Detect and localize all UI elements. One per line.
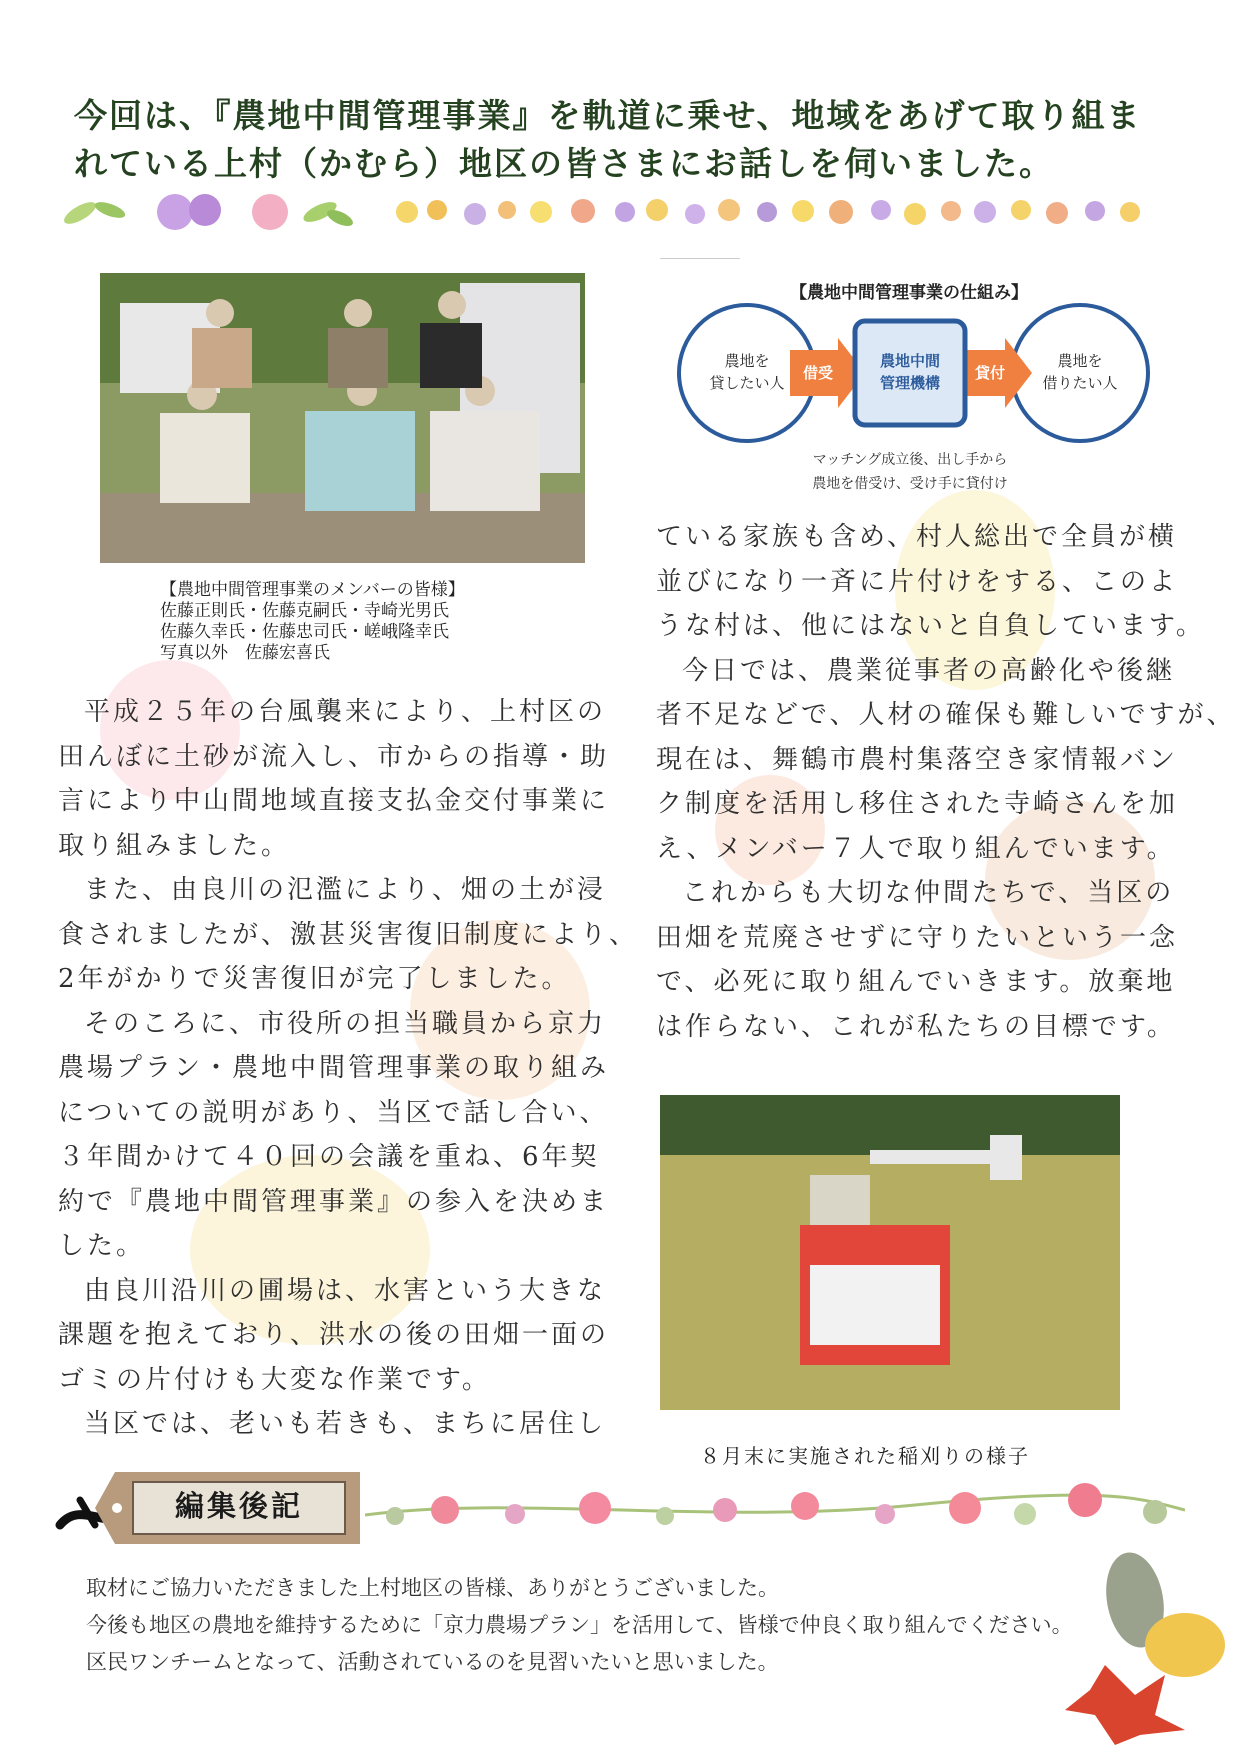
body-left-line: ゴミの片付けも大変な作業です。 [58, 1364, 491, 1395]
body-left-column [58, 690, 639, 1447]
lender-label-line-1: 農地を [724, 352, 770, 370]
afterword-line-3: 区民ワンチームとなって、活動されているのを見習いたいと思いました。 [86, 1650, 779, 1674]
body-left-line: 農場プラン・農地中間管理事業の取り組み [58, 1053, 610, 1083]
body-left-line: した。 [58, 1231, 146, 1261]
body-right-line: これからも大切な仲間たちで、当区の [682, 878, 1175, 908]
body-left-line: 田んぼに土砂が流入し、市からの指導・助 [58, 741, 610, 772]
center-box-line-1: 農地中間 [879, 352, 940, 370]
body-right-line: ている家族も含め、村人総出で全員が横 [656, 522, 1177, 552]
right-arrow-label: 貸付 [974, 364, 1005, 382]
leaf-cluster-icon [1045, 1545, 1235, 1745]
body-right-line: 今日では、農業従事者の高齢化や後継 [682, 655, 1176, 686]
diagram-title: 【農地中間管理事業の仕組み】 [790, 283, 1028, 303]
afterword-line-1: 取材にご協力いただきました上村地区の皆様、ありがとうございました。 [86, 1576, 779, 1600]
editor-tag-label: 編集後記 [174, 1489, 303, 1523]
body-right-line: は作らない、これが私たちの目標です。 [656, 1011, 1176, 1042]
headline-line-1: 今回は、『農地中間管理事業』を軌道に乗せ、地域をあげて取り組ま [74, 96, 1142, 135]
body-left-line: 平成２５年の台風襲来により、上村区の [84, 697, 607, 727]
body-left-line: そのころに、市役所の担当職員から京力 [84, 1008, 607, 1039]
caption-line-1: 佐藤正則氏・佐藤克嗣氏・寺崎光男氏 [160, 601, 449, 621]
body-left-line: ３年間かけて４０回の会議を重ね、6年契 [58, 1142, 600, 1172]
body-left-line: 2年がかりで災害復旧が完了しました。 [58, 964, 571, 994]
harvest-caption: ８月末に実施された稲刈りの様子 [700, 1444, 1030, 1468]
members-photo-caption [160, 580, 560, 664]
editor-tag [95, 1472, 360, 1544]
caption-title: 【農地中間管理事業のメンバーの皆様】 [160, 580, 465, 600]
body-right-line: で、必死に取り組んでいきます。放棄地 [656, 967, 1176, 997]
body-left-line: 由良川沿川の圃場は、水害という大きな [84, 1275, 607, 1306]
flower-garland-icon [365, 1470, 1185, 1540]
afterword-line-2: 今後も地区の農地を維持するために「京力農場プラン」を活用して、皆様で仲良く取り組んでください。 [86, 1613, 1073, 1637]
members-photo [100, 273, 585, 563]
leaf-garland-icon [55, 188, 355, 238]
diagram-note-line-2: 農地を借受け、受け手に貸付け [812, 476, 1008, 492]
headline-line-2: れている上村（かむら）地区の皆さまにお話しを伺いました。 [74, 144, 1054, 183]
body-right-line: え、メンバー７人で取り組んでいます。 [656, 833, 1176, 864]
borrower-label-line-2: 借りたい人 [1042, 374, 1118, 392]
diagram-note [750, 448, 1070, 496]
scheme-diagram [660, 258, 1160, 498]
body-right-line: 現在は、舞鶴市農村集落空き家情報バン [656, 744, 1179, 775]
members-photo-illustration [100, 273, 585, 563]
body-left-line: また、由良川の氾濫により、畑の土が浸 [84, 875, 607, 905]
headline [74, 92, 1184, 188]
caption-line-2: 佐藤久幸氏・佐藤忠司氏・嵯峨隆幸氏 [160, 622, 449, 642]
body-left-line: 当区では、老いも若きも、まちに居住し [84, 1409, 607, 1439]
body-right-line: うな村は、他にはないと自負しています。 [656, 611, 1205, 641]
diagram-note-line-1: マッチング成立後、出し手から [812, 452, 1008, 468]
body-right-line: 田畑を荒廃させずに守りたいという一念 [656, 922, 1179, 953]
body-left-line: 食されましたが、激甚災害復旧制度により、 [58, 919, 639, 950]
center-box-label [855, 350, 965, 394]
harvest-photo [660, 1095, 1120, 1410]
body-left-line: についての説明があり、当区で話し合い、 [58, 1097, 609, 1128]
borrower-label [1015, 350, 1145, 394]
borrower-label-line-1: 農地を [1057, 352, 1103, 370]
body-left-line: 課題を抱えており、洪水の後の田畑一面の [58, 1320, 610, 1350]
center-box-line-2: 管理機構 [879, 374, 940, 392]
body-right-line: ク制度を活用し移住された寺崎さんを加 [656, 789, 1179, 819]
left-arrow-label: 借受 [802, 364, 833, 382]
body-right-column [656, 515, 1236, 1049]
body-right-line: 並びになり一斉に片付けをする、このよ [656, 566, 1179, 597]
afterword [86, 1570, 1073, 1681]
body-right-line: 者不足などで、人材の確保も難しいですが、 [656, 700, 1236, 730]
harvest-photo-illustration [660, 1095, 1120, 1410]
body-left-line: 言により中山間地域直接支払金交付事業に [58, 786, 610, 816]
body-left-line: 取り組みました。 [58, 830, 291, 861]
caption-line-3: 写真以外 佐藤宏喜氏 [160, 643, 330, 663]
lender-label-line-2: 貸したい人 [709, 374, 785, 392]
body-left-line: 約で『農地中間管理事業』の参入を決めま [58, 1186, 610, 1217]
dot-garland-icon [395, 192, 1145, 232]
